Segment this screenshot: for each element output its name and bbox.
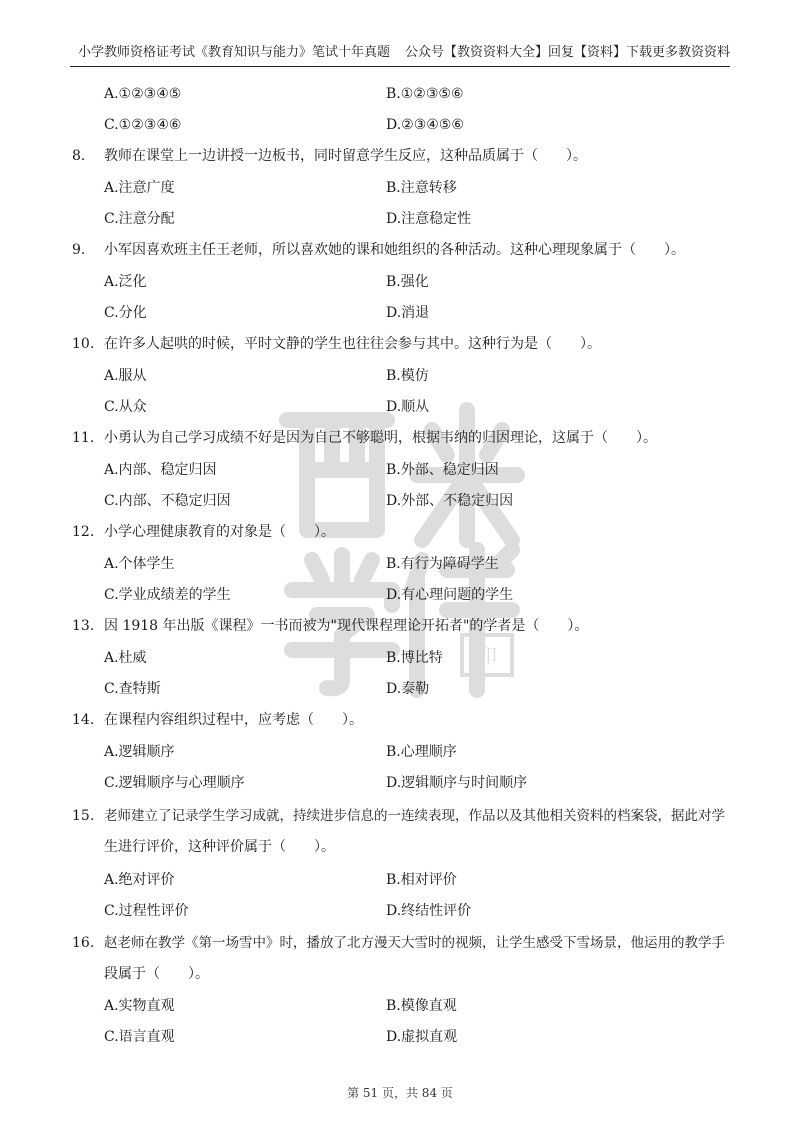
option-c: C.学业成绩差的学生 [104,587,231,603]
question-text: 小军因喜欢班主任王老师，所以喜欢她的课和她组织的各种活动。这种心理现象属于（ ）。 [104,242,685,258]
question-number: 16. [72,935,95,951]
question-number: 11. [72,430,95,446]
option-d: D.消退 [386,305,430,321]
option-d: D.终结性评价 [386,903,472,919]
question-text: 在许多人起哄的时候，平时文静的学生也往往会参与其中。这种行为是（ ）。 [104,336,601,352]
option-c: C.过程性评价 [104,903,189,919]
option-d: D.逻辑顺序与时间顺序 [386,775,528,791]
option-c: C.①②③④⑥ [104,117,182,133]
question-number: 15. [72,808,95,824]
option-b: B.强化 [386,274,429,290]
option-a: A.个体学生 [104,556,175,572]
option-b: B.模像直观 [386,998,457,1014]
option-a: A.杜威 [104,650,147,666]
option-a: A.服从 [104,368,147,384]
page-number: 第 51 页，共 84 页 [347,1086,453,1100]
option-c: C.逻辑顺序与心理顺序 [104,775,245,791]
option-b: B.博比特 [386,650,443,666]
option-d: D.虚拟直观 [386,1029,458,1045]
option-a: A.注意广度 [104,180,175,196]
option-b: B.有行为障碍学生 [386,556,499,572]
option-a: A.泛化 [104,274,147,290]
option-c: C.查特斯 [104,681,161,697]
question-number: 12. [72,524,95,540]
option-c: C.内部、不稳定归因 [104,493,231,509]
option-b: B.外部、稳定归因 [386,462,499,478]
option-b: B.相对评价 [386,872,457,888]
question-number: 14. [72,712,95,728]
option-c: C.从众 [104,399,147,415]
question-number: 9. [72,242,86,258]
option-a: A.绝对评价 [104,872,175,888]
option-c: C.分化 [104,305,147,321]
option-a: A.逻辑顺序 [104,744,175,760]
question-text: 小勇认为自己学习成绩不好是因为自己不够聪明，根据韦纳的归因理论，这属于（ ）。 [104,430,657,446]
option-d: D.顺从 [386,399,430,415]
option-a: A.内部、稳定归因 [104,462,217,478]
option-b: B.注意转移 [386,180,457,196]
header-title: 小学教师资格证考试《教育知识与能力》笔试十年真题 [78,45,391,60]
option-b: B.模仿 [386,368,429,384]
question-text-continued: 生进行评价，这种评价属于（ ）。 [104,839,335,855]
option-d: D.泰勒 [386,681,430,697]
question-number: 13. [72,618,95,634]
option-b: B.①②③⑤⑥ [386,86,464,102]
header-promo: 公众号【教资资料大全】回复【资料】下载更多教资资料 [404,45,730,60]
question-number: 10. [72,336,95,352]
question-text: 在课程内容组织过程中，应考虑（ ）。 [104,712,363,728]
option-d: D.②③④⑤⑥ [386,117,464,133]
option-c: C.注意分配 [104,211,175,227]
option-c: C.语言直观 [104,1029,175,1045]
question-text: 教师在课堂上一边讲授一边板书，同时留意学生反应，这种品质属于（ ）。 [104,148,587,164]
option-d: D.外部、不稳定归因 [386,493,514,509]
watermark-seal: 印 [477,644,497,668]
option-d: D.注意稳定性 [386,211,472,227]
option-a: A.实物直观 [104,998,175,1014]
option-b: B.心理顺序 [386,744,457,760]
option-d: D.有心理问题的学生 [386,587,514,603]
question-text: 小学心理健康教育的对象是（ ）。 [104,524,335,540]
question-text: 老师建立了记录学生学习成就，持续进步信息的一连续表现，作品以及其他相关资料的档案袋，据此对学 [104,808,725,824]
option-a: A.①②③④⑤ [104,86,182,102]
question-text: 赵老师在教学《第一场雪中》时，播放了北方漫天大雪时的视频，让学生感受下雪场景，他运用的教学手 [104,935,725,951]
question-text: 因 1918 年出版《课程》一书而被为"现代课程理论开拓者"的学者是（ ）。 [104,618,589,634]
question-number: 8. [72,148,86,164]
question-text-continued: 段属于（ ）。 [104,966,209,982]
